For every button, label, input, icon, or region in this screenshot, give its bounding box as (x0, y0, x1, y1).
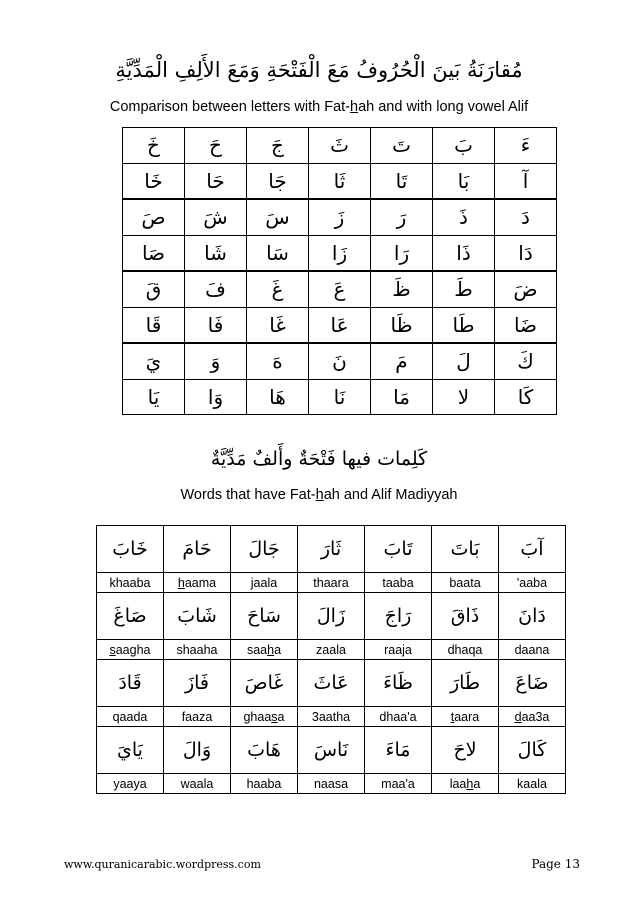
word-roman-row (97, 573, 566, 593)
letters-row (123, 379, 557, 415)
letter-cell: ضَا (495, 307, 557, 343)
footer-page-number: Page 13 (531, 857, 580, 871)
word-roman-cell (97, 640, 164, 660)
letter-cell: عَ (309, 271, 371, 307)
word-roman-cell (298, 573, 365, 593)
word-arabic-cell: ثَارَ (298, 526, 365, 573)
word-arabic-cell: فَازَ (164, 660, 231, 707)
roman-text: dhaa'a (379, 709, 417, 724)
word-roman-cell (365, 573, 432, 593)
word-roman-cell (499, 573, 566, 593)
roman-text: maa'a (381, 776, 415, 791)
roman-text: zaala (316, 642, 346, 657)
title-en-underlined: h (350, 99, 359, 115)
roman-text: aa3a (521, 709, 550, 724)
letter-cell: صَا (123, 235, 185, 271)
word-roman-row (97, 774, 566, 794)
word-roman-cell (432, 640, 499, 660)
letter-cell: طَ (433, 271, 495, 307)
letter-cell: سَا (247, 235, 309, 271)
letter-cell: زَ (309, 199, 371, 235)
roman-text: waala (180, 776, 214, 791)
words-title-english (0, 487, 638, 503)
word-arabic-cell: كَالَ (499, 727, 566, 774)
letter-cell: نَا (309, 379, 371, 415)
letter-cell: جَ (247, 128, 309, 164)
letter-cell: مَا (371, 379, 433, 415)
letter-cell: حَا (185, 163, 247, 199)
roman-text-underlined: s (271, 709, 278, 724)
roman-text: saa (246, 642, 268, 657)
roman-text-underlined: t (450, 709, 455, 724)
words-title-en-part: Words that have Fat- (180, 487, 316, 503)
roman-text: 'aaba (516, 575, 548, 590)
roman-text-underlined: h (177, 575, 185, 590)
letters-row (123, 235, 557, 271)
letters-row (123, 163, 557, 199)
letters-row (123, 199, 557, 235)
letter-cell: خَا (123, 163, 185, 199)
word-arabic-row (97, 660, 566, 707)
letters-row (123, 307, 557, 343)
roman-text: daana (514, 642, 550, 657)
roman-text: thaara (313, 575, 349, 590)
letter-cell: آ (495, 163, 557, 199)
word-roman-cell (231, 707, 298, 727)
word-roman-cell (432, 707, 499, 727)
word-arabic-cell: ظَاءَ (365, 660, 432, 707)
letter-cell: عَا (309, 307, 371, 343)
letter-cell: تَ (371, 128, 433, 164)
letter-cell: ثَا (309, 163, 371, 199)
letter-cell: شَا (185, 235, 247, 271)
word-arabic-cell: خَابَ (97, 526, 164, 573)
roman-text: laa (449, 776, 467, 791)
word-arabic-cell: بَاتَ (432, 526, 499, 573)
letter-cell: قَا (123, 307, 185, 343)
word-roman-cell (499, 640, 566, 660)
letter-cell: نَ (309, 343, 371, 379)
words-table (96, 525, 566, 794)
title-en-part: Comparison between letters with Fat- (109, 99, 350, 115)
word-arabic-cell: ذَاقَ (432, 593, 499, 640)
letter-cell: فَا (185, 307, 247, 343)
letter-cell: حَ (185, 128, 247, 164)
roman-text: aama (184, 575, 217, 590)
footer-website: www.quranicarabic.wordpress.com (64, 858, 261, 871)
letter-cell: طَا (433, 307, 495, 343)
letter-cell: دَ (495, 199, 557, 235)
word-arabic-cell: طَارَ (432, 660, 499, 707)
title-en-part: ah and with long vowel Alif (358, 99, 529, 115)
word-arabic-cell: صَاغَ (97, 593, 164, 640)
letter-cell: زَا (309, 235, 371, 271)
letter-cell: جَا (247, 163, 309, 199)
roman-text: baata (449, 575, 481, 590)
word-arabic-cell: يَايَ (97, 727, 164, 774)
word-roman-row (97, 640, 566, 660)
letter-cell: رَا (371, 235, 433, 271)
letters-row (123, 343, 557, 379)
word-roman-cell (432, 774, 499, 794)
letter-cell: سَ (247, 199, 309, 235)
letter-cell: بَ (433, 128, 495, 164)
word-roman-cell (298, 774, 365, 794)
word-arabic-cell: جَالَ (231, 526, 298, 573)
word-roman-cell (499, 774, 566, 794)
roman-text: faaza (181, 709, 213, 724)
letter-cell: لا (433, 379, 495, 415)
word-arabic-cell: مَاءَ (365, 727, 432, 774)
word-arabic-cell: لاحَ (432, 727, 499, 774)
word-arabic-cell: قَادَ (97, 660, 164, 707)
roman-text-underlined: h (466, 776, 474, 791)
letter-cell: ذَا (433, 235, 495, 271)
letter-cell: قَ (123, 271, 185, 307)
word-arabic-cell: هَابَ (231, 727, 298, 774)
word-roman-cell (298, 640, 365, 660)
letter-cell: هَا (247, 379, 309, 415)
roman-text: naasa (313, 776, 349, 791)
word-roman-cell (97, 774, 164, 794)
word-roman-cell (365, 774, 432, 794)
letter-cell: شَ (185, 199, 247, 235)
words-title-arabic: كَلِمات فيها فَتْحَةٌ وأَلفٌ مَدِّيَّةٌ (210, 448, 428, 470)
roman-text-underlined: h (267, 642, 275, 657)
word-arabic-cell: آبَ (499, 526, 566, 573)
word-roman-cell (231, 640, 298, 660)
roman-text: yaaya (113, 776, 147, 791)
letter-cell: يَا (123, 379, 185, 415)
word-arabic-cell: تَابَ (365, 526, 432, 573)
page-title-arabic: مُقارَنَةُ بَينَ الْحُرُوفُ مَعَ الْفَتْحَةِ وَمَعَ الأَلِفِ الْمَدِّيَّةِ (115, 58, 523, 82)
word-roman-cell (231, 573, 298, 593)
roman-text: aagha (115, 642, 151, 657)
words-title-en-underlined: h (315, 487, 324, 503)
letter-cell: وَا (185, 379, 247, 415)
word-arabic-cell: دَانَ (499, 593, 566, 640)
word-roman-cell (97, 707, 164, 727)
letter-cell: رَ (371, 199, 433, 235)
word-arabic-row (97, 727, 566, 774)
roman-text: ghaa (243, 709, 272, 724)
roman-text: haaba (246, 776, 282, 791)
letter-cell: غَ (247, 271, 309, 307)
letter-cell: غَا (247, 307, 309, 343)
roman-text: jaala (250, 575, 278, 590)
roman-text: dhaqa (447, 642, 483, 657)
word-arabic-cell: شَابَ (164, 593, 231, 640)
roman-text: a (277, 709, 285, 724)
word-arabic-row (97, 526, 566, 573)
word-roman-cell (97, 573, 164, 593)
letter-cell: وَ (185, 343, 247, 379)
roman-text: taaba (382, 575, 414, 590)
word-roman-cell (164, 640, 231, 660)
letters-row (123, 128, 557, 164)
letter-cell: مَ (371, 343, 433, 379)
letter-cell: تَا (371, 163, 433, 199)
letter-cell: ذَ (433, 199, 495, 235)
letter-cell: كَا (495, 379, 557, 415)
roman-text: qaada (112, 709, 148, 724)
word-arabic-cell: عَاثَ (298, 660, 365, 707)
roman-text: shaaha (176, 642, 218, 657)
letters-comparison-table (122, 127, 557, 415)
word-roman-cell (298, 707, 365, 727)
letter-cell: ءَ (495, 128, 557, 164)
word-arabic-row (97, 593, 566, 640)
letter-cell: خَ (123, 128, 185, 164)
letter-cell: لَ (433, 343, 495, 379)
roman-text: aara (454, 709, 480, 724)
letter-cell: هَ (247, 343, 309, 379)
letter-cell: بَا (433, 163, 495, 199)
word-roman-cell (499, 707, 566, 727)
word-arabic-cell: سَاحَ (231, 593, 298, 640)
words-title-en-part: ah and Alif Madiyyah (323, 487, 458, 503)
word-arabic-cell: ضَاعَ (499, 660, 566, 707)
word-arabic-cell: رَاجَ (365, 593, 432, 640)
letter-cell: صَ (123, 199, 185, 235)
page-title-english (0, 99, 638, 115)
word-roman-cell (164, 573, 231, 593)
word-roman-cell (365, 640, 432, 660)
roman-text-underlined: d (514, 709, 522, 724)
letter-cell: دَا (495, 235, 557, 271)
word-roman-row (97, 707, 566, 727)
word-arabic-cell: حَامَ (164, 526, 231, 573)
letter-cell: فَ (185, 271, 247, 307)
roman-text: a (473, 776, 481, 791)
letter-cell: ثَ (309, 128, 371, 164)
letter-cell: ظَا (371, 307, 433, 343)
roman-text: raaja (384, 642, 412, 657)
roman-text: a (274, 642, 282, 657)
word-roman-cell (231, 774, 298, 794)
letter-cell: يَ (123, 343, 185, 379)
roman-text: khaaba (109, 575, 151, 590)
word-roman-cell (164, 707, 231, 727)
letter-cell: ظَ (371, 271, 433, 307)
word-roman-cell (164, 774, 231, 794)
word-arabic-cell: زَالَ (298, 593, 365, 640)
word-roman-cell (432, 573, 499, 593)
letter-cell: ضَ (495, 271, 557, 307)
roman-text: kaala (517, 776, 547, 791)
roman-text: 3aatha (311, 709, 351, 724)
word-arabic-cell: غَاصَ (231, 660, 298, 707)
roman-text-underlined: s (109, 642, 116, 657)
letter-cell: كَ (495, 343, 557, 379)
word-roman-cell (365, 707, 432, 727)
word-arabic-cell: نَاسَ (298, 727, 365, 774)
word-arabic-cell: وَالَ (164, 727, 231, 774)
letters-row (123, 271, 557, 307)
